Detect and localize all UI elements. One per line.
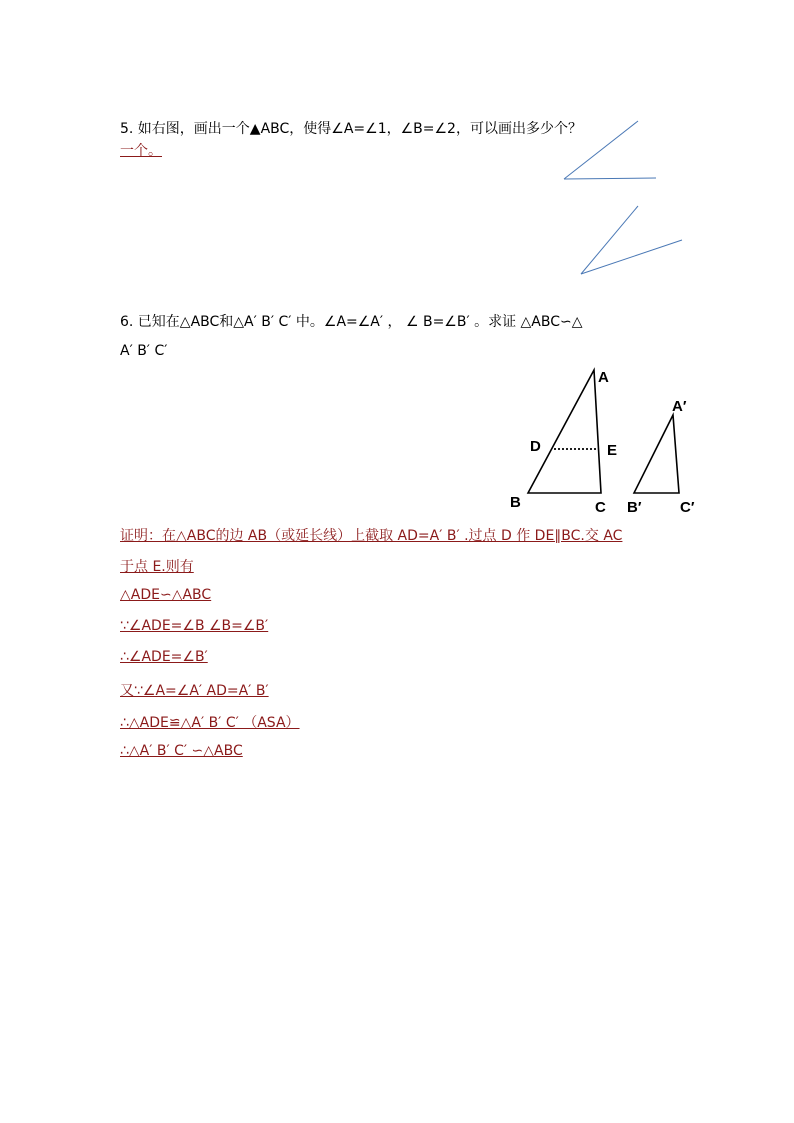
label-d: D [530,438,541,455]
triangle-abc [528,370,601,493]
question-5-answer: 一个。 [120,143,162,159]
proof-line-8: ∴△A′ B′ C′ ∽△ABC [120,743,243,759]
label-c: C [595,499,606,516]
label-a-prime: A′ [672,398,687,415]
angle-figures [540,110,700,290]
proof-line-2: 于点 E.则有 [120,559,194,575]
angle-1-ray-a [564,121,638,179]
proof-line-6: 又∵∠A=∠A′ AD=A′ B′ [120,683,269,699]
angle-2-ray-b [581,240,682,274]
angle-1-ray-b [564,178,656,179]
proof-line-3: △ADE∽△ABC [120,587,212,603]
label-b-prime: B′ [627,499,642,516]
triangle-a2b2c2 [634,415,679,493]
proof-line-7: ∴△ADE≌△A′ B′ C′ （ASA） [120,715,300,731]
triangle-figure [490,360,710,520]
question-5-text: 5. 如右图，画出一个▲ABC，使得∠A=∠1，∠B=∠2，可以画出多少个？ [120,121,582,137]
label-a: A [598,369,609,386]
proof-line-1: 证明：在△ABC的边 AB（或延长线）上截取 AD=A′ B′ .过点 D 作 DE∥BC.交 AC [120,528,623,544]
question-6-line-2: A′ B′ C′ [120,343,168,359]
question-6-line-1: 6. 已知在△ABC和△A′ B′ C′ 中。∠A=∠A′ ， ∠ B=∠B′ 。求证 △ABC∽△ [120,314,583,330]
label-e: E [607,442,618,459]
label-b: B [510,494,521,511]
proof-line-4: ∵∠ADE=∠B ∠B=∠B′ [120,618,269,634]
angle-2-ray-a [581,206,638,274]
proof-line-5: ∴∠ADE=∠B′ [120,649,208,665]
label-c-prime: C′ [680,499,695,516]
